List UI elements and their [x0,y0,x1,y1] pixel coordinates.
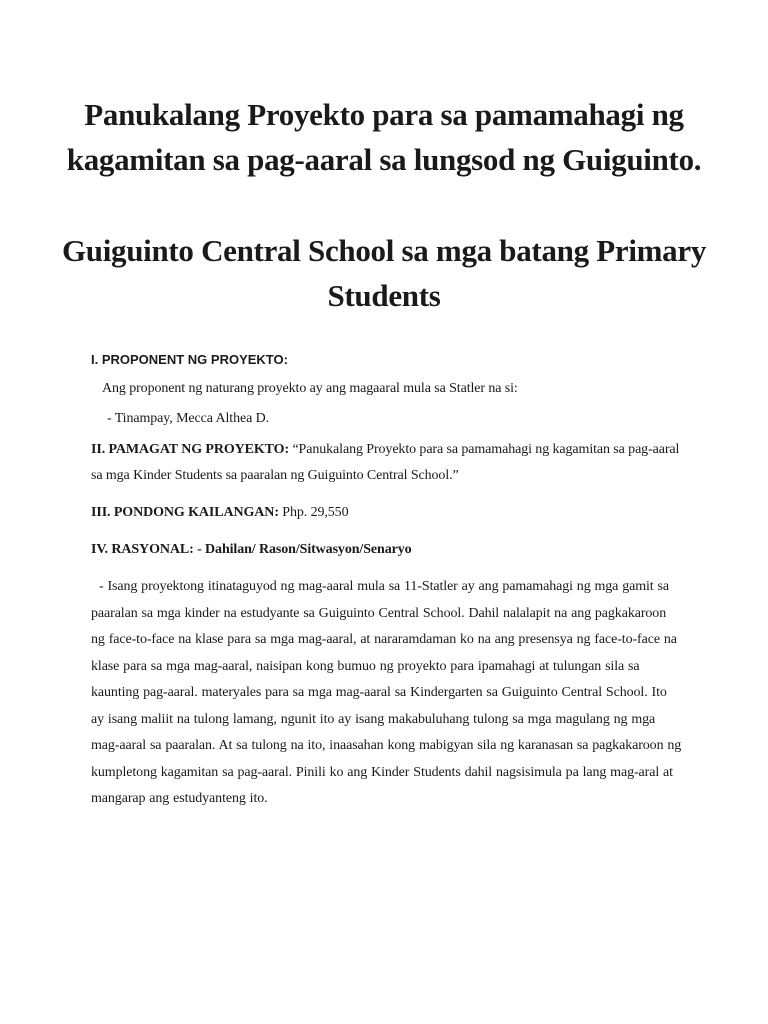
section-heading-proponent: I. PROPONENT NG PROYEKTO: [91,352,288,367]
proponent-name: - Tinampay, Mecca Althea D. [107,411,270,426]
pamagat-text: “Panukalang Proyekto para sa pamamahagi ng kagamitan sa pag-aaral sa mga Kinder Students sa paaralan ng Guiguinto Central School.” [91,442,680,483]
rasyonal-body: - Isang proyektong itinataguyod ng mag-aaral mula sa 11-Statler ay ang pamamahagi ng mga gamit sa paaralan sa mga kinder na estudyante sa Guiguinto Central School. Dahil nalalapit na ang pagkakaroon ng face-to-face na klase para sa mga mag-aaral, at nararamdaman ko na ang presensya ng face-to-face na klase para sa mga mag-aaral, naisipan kong bumuo ng proyekto para ipamahagi at tulungan sila sa kaunting pag-aaral. materyales para sa mga mag-aaral sa Kindergarten sa Guiguinto Central School. Ito ay isang maliit na tulong lamang, ngunit ito ay isang makabuluhang tulong sa mga magulang ng mga mag-aaral sa paaralan. At sa tulong na ito, inaasahan kong mabigyan sila ng karanasan sa pagkakaroon ng kumpletong kagamitan sa pag-aaral. Pinili ko ang Kinder Students dahil nagsisimula pa lang mag-aral at mangarap ang estudyanteng ito. [91,579,682,806]
document-subtitle: Guiguinto Central School sa mga batang Primary Students [61,233,707,313]
section-heading-rasyonal: IV. RASYONAL: - Dahilan/ Rason/Sitwasyon/Senaryo [91,542,412,557]
section-rasyonal [91,537,691,563]
section-pondo [91,500,691,526]
proponent-intro: Ang proponent ng naturang proyekto ay ang magaaral mula sa Statler na si: [102,381,518,396]
document-title: Panukalang Proyekto para sa pamamahagi ng kagamitan sa pag-aaral sa lungsod ng Guiguinto. [66,97,702,177]
section-pamagat [91,437,691,489]
section-heading-pamagat: II. PAMAGAT NG PROYEKTO: [91,442,290,457]
section-heading-pondo: III. PONDONG KAILANGAN: [91,505,279,520]
section-proponent [91,347,691,373]
pondo-amount: Php. 29,550 [282,505,349,520]
